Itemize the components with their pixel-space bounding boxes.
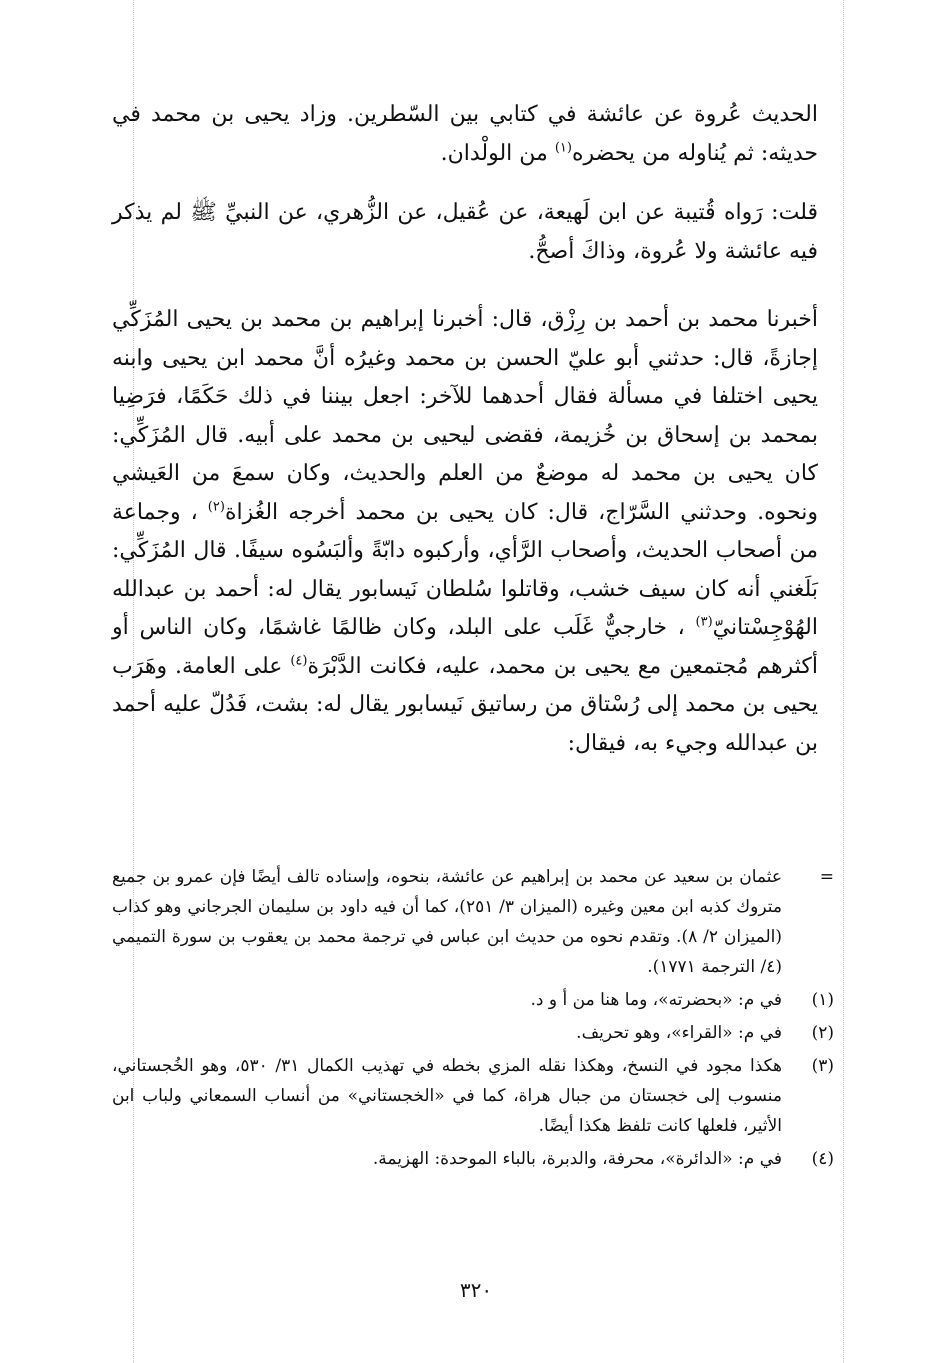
paragraph-1: الحديث عُروة عن عائشة في كتابي بين السّطرين. وزاد يحيى بن محمد في حديثه: ثم يُناوله من يحضره$^{(١)}$ من الولْدان. — [112, 102, 818, 166]
footnote-text: في م: «القراء»، وهو تحريف. — [576, 1023, 782, 1043]
main-text — [112, 96, 818, 763]
footnote-number: (١) — [811, 990, 834, 1010]
footnote-2 — [112, 1018, 834, 1048]
footnote-4 — [112, 1144, 834, 1174]
footnote-ref-4: (٤) — [290, 653, 308, 669]
footnote-text: في م: «بحضرته»، وما هنا من أ و د. — [530, 990, 782, 1010]
footnote-1 — [112, 985, 834, 1015]
footnote-ref-3: (٣) — [695, 614, 713, 630]
paragraph-2: قلت: رَواه قُتيبة عن ابن لَهيعة، عن عُقيل، عن الزُّهري، عن النبيِّ ﷺ لم يذكر فيه عائشة ولا عُروة، وذاكَ أصحُّ. — [112, 200, 818, 264]
footnote-number: (٣) — [811, 1056, 834, 1076]
footnote-ref-1: (١) — [554, 140, 572, 156]
footnote-3 — [112, 1051, 834, 1141]
footnote-text: في م: «الدائرة»، محرفة، والدبرة، بالباء الموحدة: الهزيمة. — [372, 1149, 782, 1169]
footnote-ref-2: (٢) — [207, 499, 225, 515]
paragraph-3: أخبرنا محمد بن أحمد بن رِزْق، قال: أخبرنا إبراهيم بن محمد بن يحيى المُزَكِّي إجازةً، قال: حدثني أبو عليّ الحسن بن محمد وغيرُه أنَّ محمد ابن يحيى وابنه يحيى اختلفا في مسألة فقال أحدهما للآخر: اجعل بيننا في ذلك حَكَمًا، فرَضِيا بمحمد بن إسحاق بن خُزيمة، فقضى ليحيى بن محمد على أبيه. قال المُزَكِّي: كان يحيى بن محمد له موضعٌ من العلم والحديث، وكان سمعَ من العَيشي ونحوه. وحدثني السَّرّاج، قال: كان يحيى بن محمد أخرجه الغُزاة$^{(٢)}$ ، وجماعة من أصحاب الحديث، وأصحاب الرَّأي، وأركبوه دابّةً وألبَسُوه سيفًا. قال المُزَكِّي: بَلَغني أنه كان سيف خشب، وقاتلوا سُلطان نَيسابور يقال له: أحمد بن عبدالله الهُوْجِسْتانيّ$^{(٣)}$ ، خارجيٌّ غَلَب على البلد، وكان ظالمًا غاشمًا، وكان الناس أو أكثرهم مُجتمعين مع يحيى بن محمد، عليه، فكانت الدَّبْرَة$^{(٤)}$ على العامة. وهَرَب يحيى بن محمد إلى رُسْتاق من رساتيق نَيسابور يقال له: بشت، فَدُلّ عليه أحمد بن عبدالله وجيء به، فيقال: — [112, 307, 818, 756]
footnote-number: (٤) — [811, 1149, 834, 1169]
page-number: ٣٢٠ — [459, 1278, 493, 1302]
footnote-number: (٢) — [811, 1023, 834, 1043]
continuation-mark: = — [819, 867, 834, 887]
right-margin-guide — [843, 0, 844, 1363]
footnote-text: هكذا مجود في النسخ، وهكذا نقله المزي بخطه في تهذيب الكمال ٣١/ ٥٣٠، وهو الخُجستاني، منسوب إلى خجستان من جبال هراة، كما في «الخجستاني» من أنساب السمعاني ولباب ابن الأثير، فلعلها كانت تلفظ هكذا أيضًا. — [112, 1056, 782, 1136]
footnote-continuation: = عثمان بن سعيد عن محمد بن إبراهيم عن عائشة، بنحوه، وإسناده تالف أيضًا فإن عمرو بن جميع متروك كذبه ابن معين وغيره (الميزان ٣/ ٢٥١)، كما أن فيه داود بن سليمان الجرجاني وهو كذاب (الميزان ٢/ ٨). وتقدم نحوه من حديث ابن عباس في ترجمة محمد بن يعقوب بن سورة التميمي (٤/ الترجمة ١٧٧١). — [112, 862, 834, 982]
footnotes-section — [112, 862, 834, 1174]
